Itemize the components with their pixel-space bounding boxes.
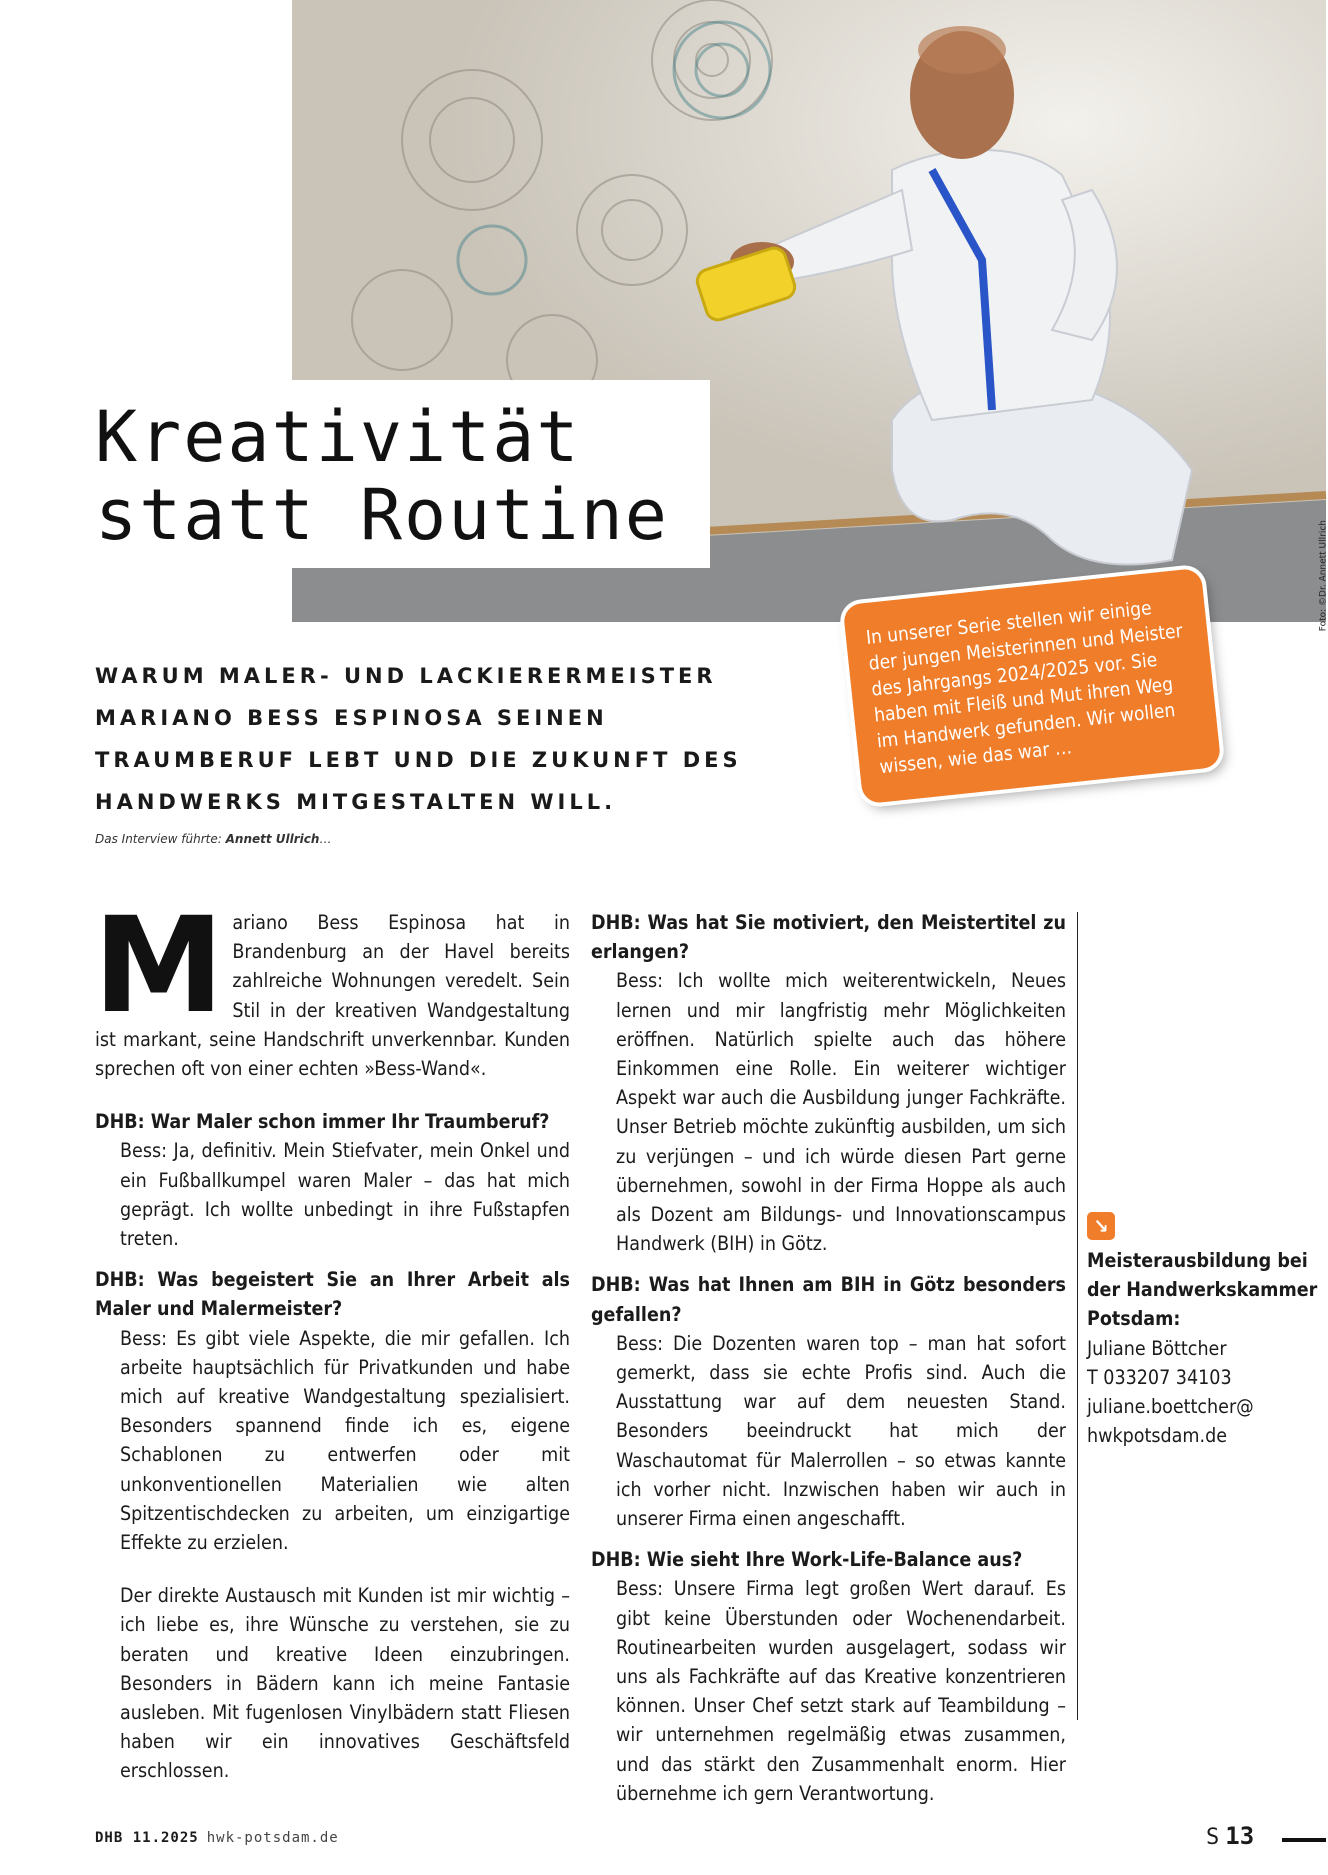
page-number [1206,1822,1254,1850]
title-line-1: Kreativität [95,396,581,478]
intro-paragraph [93,889,570,1083]
page-number-value: 13 [1225,1822,1255,1850]
question-2: DHB: Was begeistert Sie an Ihrer Arbeit als Maler und Malermeister? [95,1268,570,1321]
footer-site[interactable]: hwk-potsdam.de [206,1830,339,1846]
answer-1: Bess: Ja, definitiv. Mein Stiefvater, mein Onkel und ein Fußballkumpel waren Maler – das hat mich geprägt. Ich wollte unbedingt in ihre Fußstapfen treten. [120,1139,570,1251]
footer-left [95,1830,339,1846]
question-1: DHB: War Maler schon immer Ihr Traumberuf? [95,1110,550,1134]
question-4: DHB: Was hat Ihnen am BIH in Götz besonders gefallen? [591,1273,1066,1326]
contact-email-line-1[interactable]: juliane.boettcher@ [1087,1395,1254,1419]
answer-2-continued: Der direkte Austausch mit Kunden ist mir wichtig – ich liebe es, ihre Wünsche zu verstehen, sie zu beraten und kreative Ideen einzubringen. Besonders in Bädern kann ich meine Fantasie ausleben. Mit fugenlosen Vinylbädern statt Fliesen haben wir ein innovatives Geschäftsfeld erschlossen. [120,1584,570,1783]
question-5: DHB: Wie sieht Ihre Work-Life-Balance aus? [591,1548,1023,1572]
article-title [95,398,669,554]
footer-issue: DHB 11.2025 [95,1830,199,1846]
article-subtitle: WARUM MALER- UND LACKIERERMEISTER MARIANO BESS ESPINOSA SEINEN TRAUMBERUF LEBT UND DIE ZUKUNFT DES HANDWERKS MITGESTALTEN WILL. [95,664,742,814]
contact-email-line-2[interactable]: hwkpotsdam.de [1087,1424,1228,1448]
byline: Das Interview führte: Annett Ullrich… [95,832,332,846]
dropcap: M [93,889,225,1043]
footer-bar [1282,1838,1326,1842]
answer-4: Bess: Die Dozenten waren top – man hat sofort gemerkt, dass sie echte Profis sind. Auch die Ausstattung war auf dem neuesten Stand. Besonders beeindruckt hat mich der Waschautomat für Malerrollen – so etwas kannte ich vorher nicht. Inzwischen haben wir auch in unserer Firma einen angeschafft. [616,1331,1066,1531]
byline-author: Annett Ullrich [225,832,320,846]
column-2 [591,908,1066,1808]
sidebar-contact [1087,1212,1327,1450]
photo-credit: Foto: ©Dr. Annett Ullrich [1318,520,1328,632]
question-3: DHB: Was hat Sie motiviert, den Meistertitel zu erlangen? [591,911,1066,964]
byline-label: Das Interview führte: [95,832,222,846]
sidebar-title: Meisterausbildung bei der Handwerkskammer Potsdam: [1087,1249,1318,1331]
column-1 [93,889,570,1786]
intro-text: ariano Bess Espinosa hat in Brandenburg an der Havel bereits zahlreiche Wohnungen veredelt. Sein Stil in der kreativen Wandgestaltung ist markant, seine Handschrift unverkennbar. Kunden sprechen oft von einer echten »Bess-Wand«. [95,911,570,1081]
answer-3: Bess: Ich wollte mich weiterentwickeln, Neues lernen und mir langfristig mehr Möglichkeiten eröffnen. Natürlich spielte auch das höhere Einkommen eine Rolle. Ein weiterer wichtiger Aspekt war auch die Ausbildung junger Fachkräfte. Unser Betrieb möchte zukünftig ausbilden, um sich zu verjüngen – und ich würde diesen Part gerne übernehmen, sowohl in der Firma Hoppe als auch als Dozent am Bildungs- und Innovationscampus Handwerk (BIH) in Götz. [616,969,1066,1256]
contact-name: Juliane Böttcher [1087,1336,1227,1360]
answer-5: Bess: Unsere Firma legt großen Wert darauf. Es gibt keine Überstunden oder Wochenendarbeit. Routinearbeiten wurden ausgelagert, sodass wir uns als Fachkräfte auf das Kreative konzentrieren können. Unser Chef setzt stark auf Teambildung – wir unternehmen regelmäßig etwas zusammen, und das stärkt den Zusammenhalt enorm. Hier übernehme ich gern Verantwortung. [616,1577,1066,1805]
teaser-box: In unserer Serie stellen wir einige der jungen Meisterinnen und Meister des Jahrgangs 2024/2025 vor. Sie haben mit Fleiß und Mut ihren Weg im Handwerk gefunden. Wir wollen wissen, wie das war … [843,568,1222,805]
contact-phone: T 033207 34103 [1087,1365,1232,1389]
answer-2: Bess: Es gibt viele Aspekte, die mir gefallen. Ich arbeite hauptsächlich für Privatkunden und habe mich auf kreative Wandgestaltung spezialisiert. Besonders spannend finde ich es, eigene Schablonen zu entwerfen oder mit unkonventionellen Materialien wie alten Spitzentischdecken zu arbeiten, um einzigartige Effekte zu erzielen. [120,1326,570,1555]
title-line-2: statt Routine [95,474,669,556]
arrow-icon: ↘ [1087,1212,1115,1240]
column-divider [1077,912,1078,1720]
page-prefix: S [1206,1825,1220,1850]
